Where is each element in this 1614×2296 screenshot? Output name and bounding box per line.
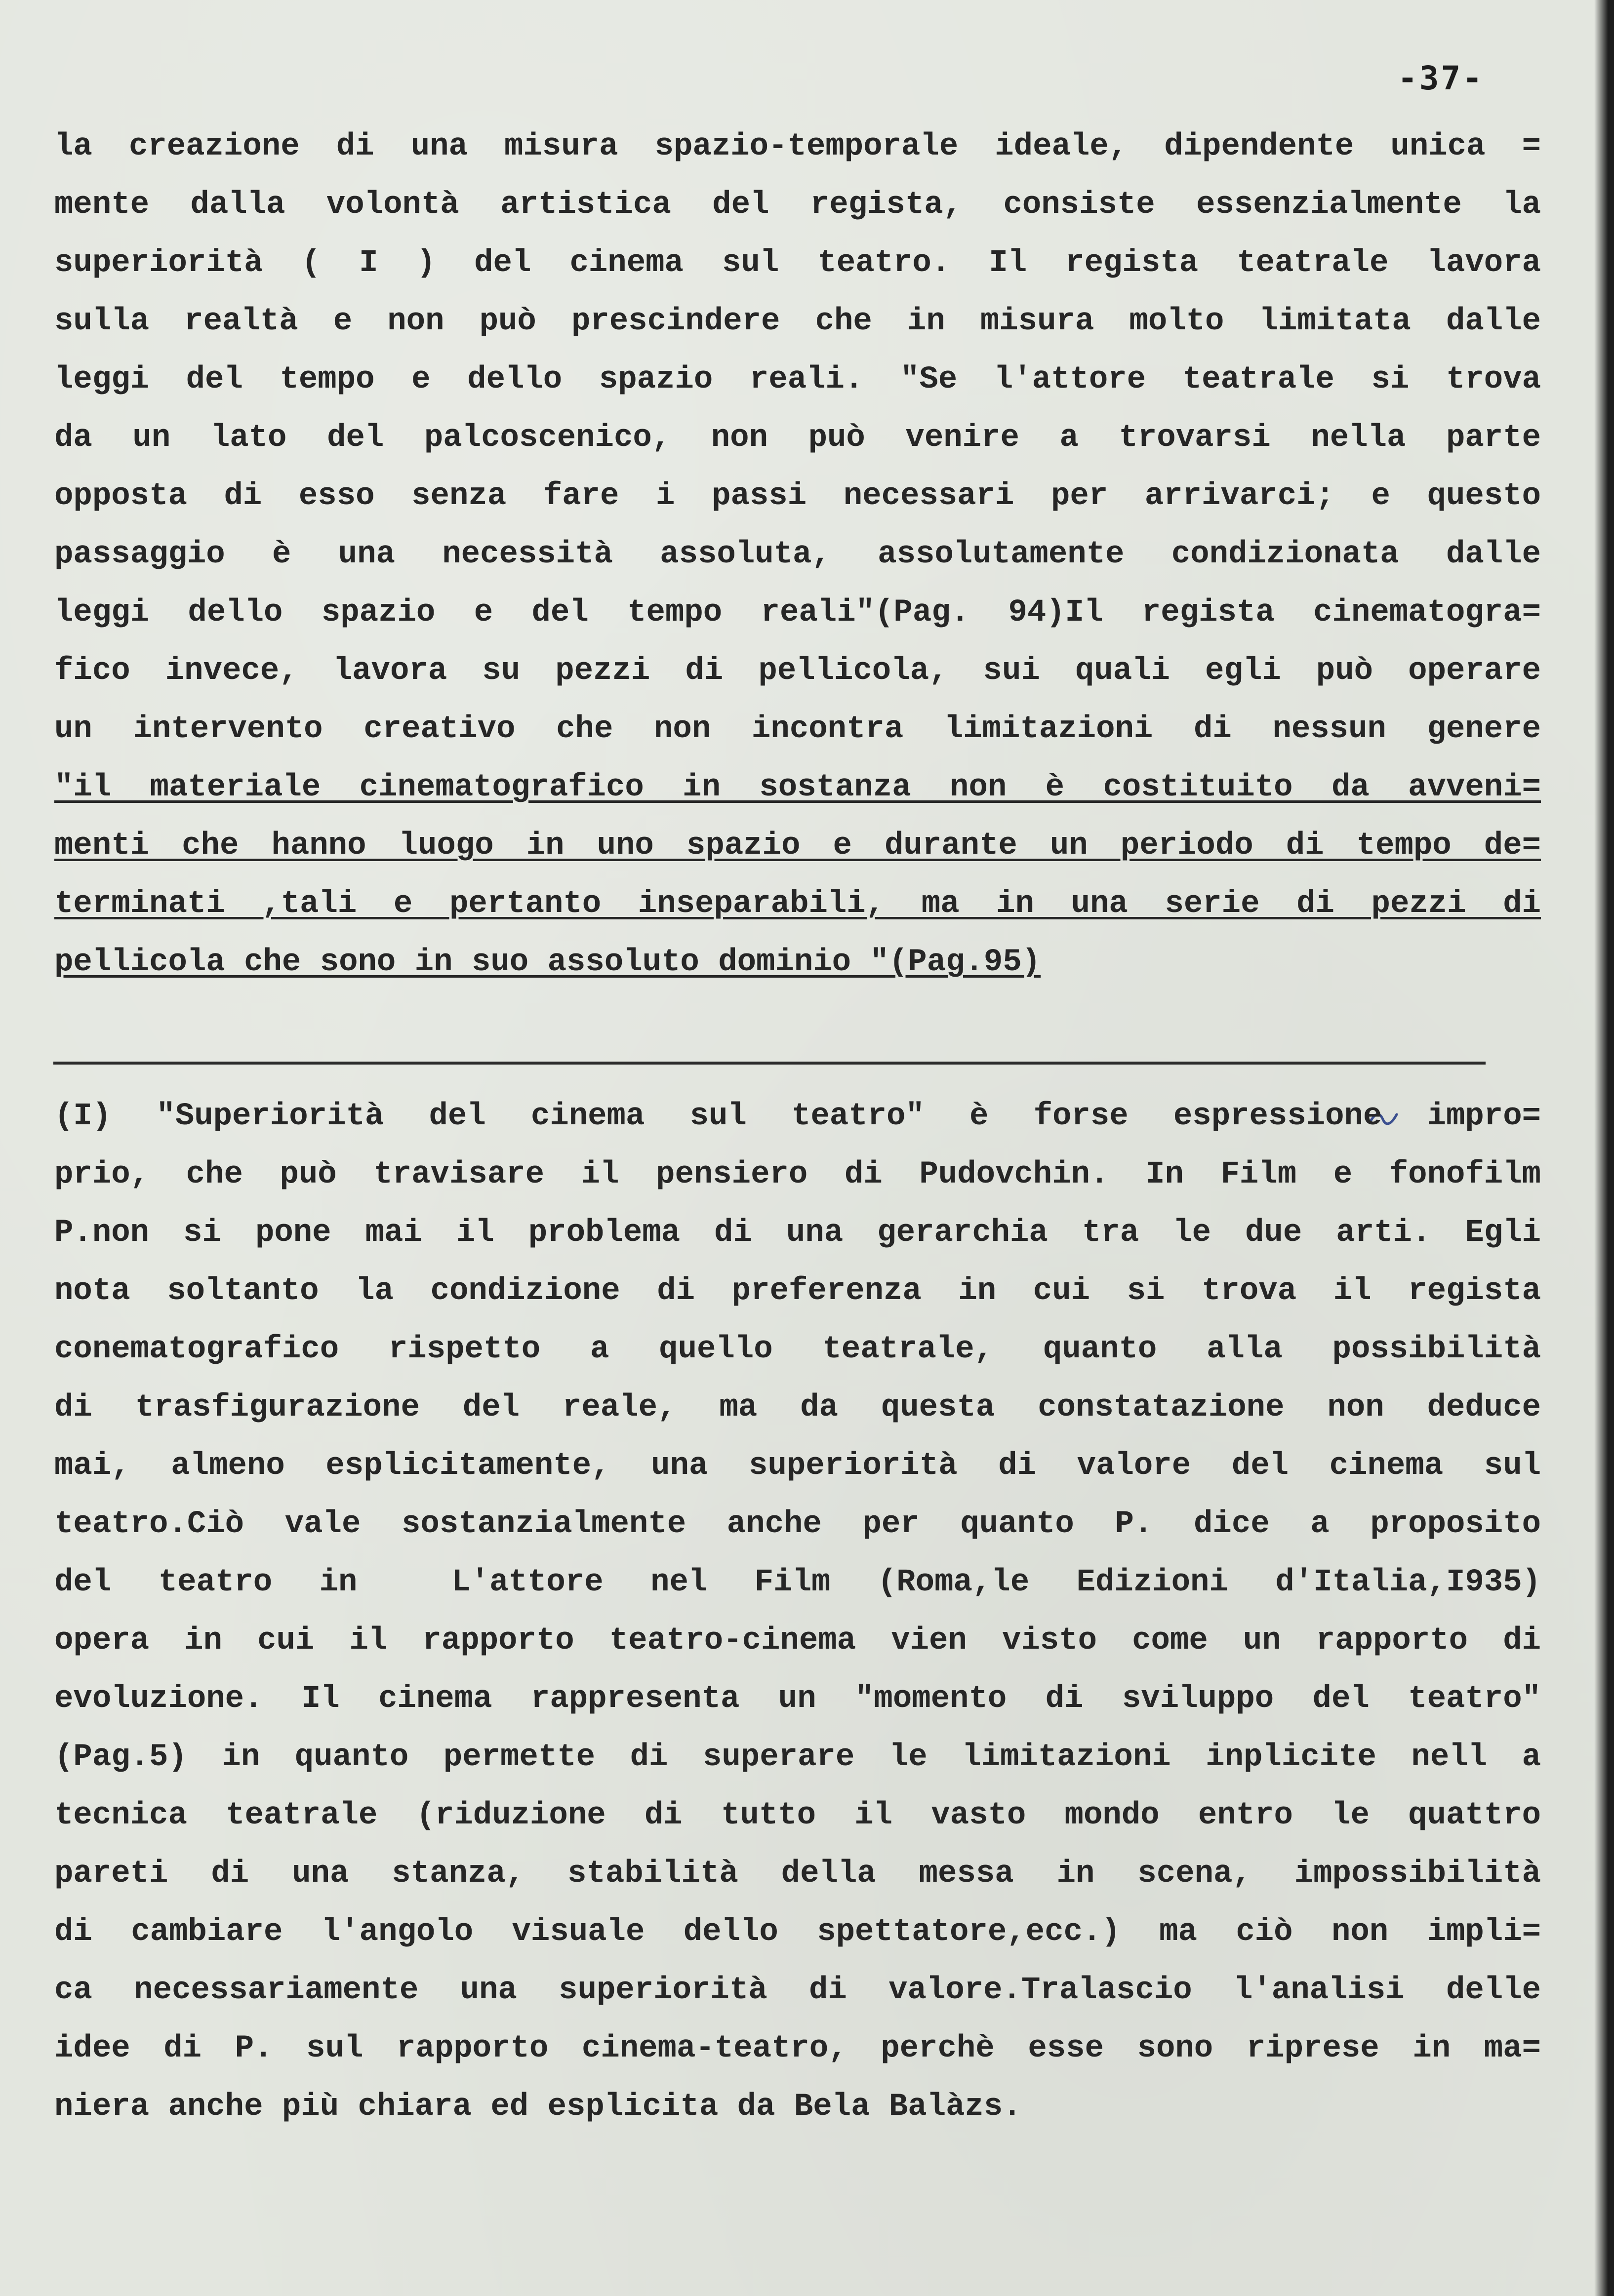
footnote-line: nota soltanto la condizione di preferenza in cui si trova il regista — [54, 1273, 1541, 1309]
quoted-line-underlined: terminati ,tali e pertanto inseparabili, ma in una serie di pezzi di — [54, 886, 1541, 922]
footnote-line: mai, almeno esplicitamente, una superiorità di valore del cinema sul — [54, 1448, 1541, 1484]
footnote-line: prio, che può travisare il pensiero di Pudovchin. In Film e fonofilm — [54, 1157, 1541, 1192]
footnote-line: tecnica teatrale (riduzione di tutto il vasto mondo entro le quattro — [54, 1798, 1541, 1833]
footnote-line: ca necessariamente una superiorità di valore.Tralascio l'analisi delle — [54, 1973, 1541, 2008]
scan-edge-shadow — [1594, 0, 1614, 2296]
text-line: superiorità ( I ) del cinema sul teatro. Il regista teatrale lavora — [54, 245, 1541, 281]
text-line: un intervento creativo che non incontra limitazioni di nessun genere — [54, 712, 1541, 747]
quoted-line-underlined: menti che hanno luogo in uno spazio e durante un periodo di tempo de= — [54, 828, 1541, 864]
footnote-line: pareti di una stanza, stabilità della messa in scena, impossibilità — [54, 1856, 1541, 1892]
text-line: fico invece, lavora su pezzi di pellicola, sui quali egli può operare — [54, 653, 1541, 689]
footnote-line: evoluzione. Il cinema rappresenta un "momento di sviluppo del teatro" — [54, 1681, 1541, 1717]
footnote-line: (Pag.5) in quanto permette di superare le limitazioni inplicite nell a — [54, 1740, 1541, 1775]
text-line: sulla realtà e non può prescindere che in misura molto limitata dalle — [54, 304, 1541, 339]
text-line: opposta di esso senza fare i passi necessari per arrivarci; e questo — [54, 478, 1541, 514]
footnote-line: di trasfigurazione del reale, ma da questa constatazione non deduce — [54, 1390, 1541, 1425]
footnote-line: conematografico rispetto a quello teatrale, quanto alla possibilità — [54, 1332, 1541, 1367]
text-line: leggi dello spazio e del tempo reali"(Pag. 94)Il regista cinematogra= — [54, 595, 1541, 631]
footnote-separator — [53, 1062, 1486, 1065]
footnote-line: di cambiare l'angolo visuale dello spettatore,ecc.) ma ciò non impli= — [54, 1914, 1541, 1950]
text-line: passaggio è una necessità assoluta, assolutamente condizionata dalle — [54, 537, 1541, 572]
text-line: la creazione di una misura spazio-temporale ideale, dipendente unica = — [54, 129, 1541, 164]
quoted-line-underlined: pellicola che sono in suo assoluto dominio "(Pag.95) — [54, 945, 1041, 980]
text-line: mente dalla volontà artistica del regista, consiste essenzialmente la — [54, 187, 1541, 223]
text-line: leggi del tempo e dello spazio reali. "Se l'attore teatrale si trova — [54, 362, 1541, 397]
footnote — [54, 1087, 1541, 2136]
main-paragraph — [54, 118, 1541, 991]
footnote-line: del teatro in L'attore nel Film (Roma,le Edizioni d'Italia,I935) — [54, 1565, 1541, 1600]
footnote-line: P.non si pone mai il problema di una gerarchia tra le due arti. Egli — [54, 1215, 1541, 1251]
footnote-line: niera anche più chiara ed esplicita da Bela Balàzs. — [54, 2089, 1022, 2125]
text-line: da un lato del palcoscenico, non può venire a trovarsi nella parte — [54, 420, 1541, 456]
footnote-line: idee di P. sul rapporto cinema-teatro, perchè esse sono riprese in ma= — [54, 2031, 1541, 2066]
footnote-line: opera in cui il rapporto teatro-cinema vien visto come un rapporto di — [54, 1623, 1541, 1659]
page-number: -37- — [1398, 59, 1484, 97]
footnote-line: teatro.Ciò vale sostanzialmente anche per quanto P. dice a proposito — [54, 1506, 1541, 1542]
footnote-line: (I) "Superiorità del cinema sul teatro" è forse espressione impro= — [54, 1099, 1541, 1134]
quoted-line-underlined: "il materiale cinematografico in sostanza non è costituito da avveni= — [54, 770, 1541, 805]
